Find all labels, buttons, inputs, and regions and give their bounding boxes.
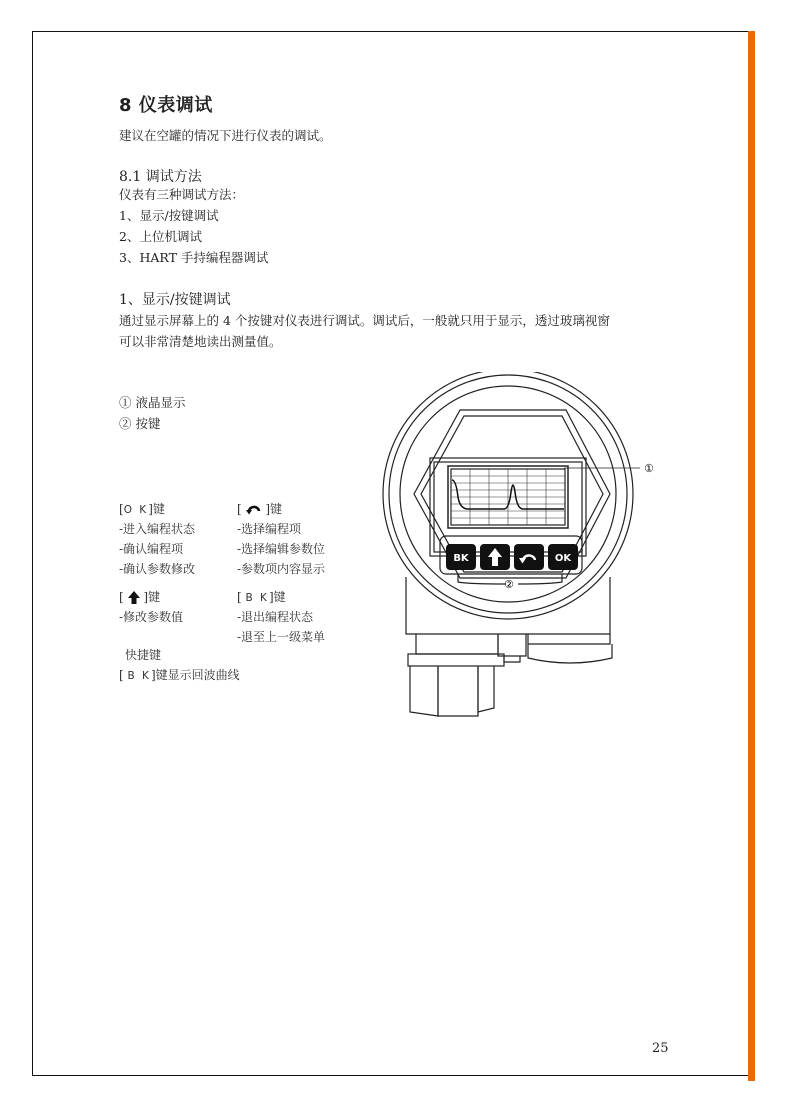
- cycle-key-desc: -选择编程项: [237, 522, 302, 536]
- method-item: 1、显示/按键调试: [119, 208, 219, 223]
- subsection-desc-line: 可以非常清楚地读出测量值。: [119, 334, 282, 349]
- shortcut-title: 快捷键: [125, 648, 162, 662]
- key-suffix: ]键: [148, 502, 165, 516]
- bk-key-desc: -退出编程状态: [237, 610, 314, 624]
- gland-mid: [438, 666, 478, 716]
- ok-button[interactable]: [548, 544, 578, 570]
- key-suffix: ]键: [268, 590, 286, 604]
- chapter-heading: 8 仪表调试: [119, 95, 213, 116]
- cycle-key-desc: -参数项内容显示: [237, 562, 326, 576]
- housing-lower-step: [528, 634, 610, 644]
- ok-key-desc: -确认参数修改: [119, 562, 196, 576]
- grounding-block: [498, 634, 526, 656]
- key-suffix: ]键: [143, 590, 161, 604]
- instrument-diagram: [378, 372, 678, 722]
- side-cap: [528, 644, 612, 663]
- key-suffix: ]键: [265, 502, 283, 516]
- cycle-key-desc: -选择编辑参数位: [237, 542, 326, 556]
- gland-nut-top: [408, 654, 504, 666]
- section-title: 8.1 调试方法: [119, 169, 202, 185]
- legend-keys: ② 按键: [119, 416, 161, 431]
- ok-key-desc: -确认编程项: [119, 542, 184, 556]
- cycle-key-label: [ ]键: [237, 502, 283, 516]
- method-item: 2、上位机调试: [119, 229, 202, 244]
- gland-right: [478, 666, 494, 712]
- subsection-title: 1、显示/按键调试: [119, 292, 231, 308]
- ok-key-label: [O K]键: [119, 502, 165, 516]
- up-button[interactable]: [480, 544, 510, 570]
- legend-display: ① 液晶显示: [119, 395, 186, 410]
- shortcut-text: ]键显示回波曲线: [150, 668, 240, 682]
- bk-key-label: [ B K]键: [237, 590, 286, 604]
- up-arrow-icon: [128, 591, 140, 604]
- cycle-button[interactable]: [514, 544, 544, 570]
- ok-key-name: O K: [123, 504, 149, 516]
- section-lead: 仪表有三种调试方法：: [119, 187, 245, 202]
- shortcut-desc: [ B K]键显示回波曲线: [119, 668, 240, 682]
- hex-window: [414, 410, 610, 578]
- subsection-desc-line: 通过显示屏幕上的 4 个按键对仪表进行调试。调试后，一般就只用于显示，透过玻璃视窗: [119, 313, 610, 328]
- up-key-desc: -修改参数值: [119, 610, 184, 624]
- page-number: 25: [652, 1041, 669, 1056]
- shortcut-key-name: B K: [127, 670, 151, 682]
- bk-button-label: BK: [453, 553, 469, 564]
- page-edge-accent-bar: [748, 31, 755, 1081]
- gland-left: [410, 666, 438, 716]
- bk-key-desc: -退至上一级菜单: [237, 630, 326, 644]
- ok-button-label: OK: [554, 553, 572, 564]
- ok-key-desc: -进入编程状态: [119, 522, 196, 536]
- cycle-arrow-icon: [246, 503, 262, 516]
- lcd-grid: [451, 469, 565, 525]
- method-item: 3、HART 手持编程器调试: [119, 250, 269, 265]
- bk-key-name: B K: [245, 592, 269, 604]
- up-key-label: [ ]键: [119, 590, 161, 604]
- bk-button[interactable]: [446, 544, 476, 570]
- display-callout: ①: [644, 462, 654, 475]
- gland-flange: [416, 634, 498, 654]
- grounding-tab: [504, 656, 520, 662]
- intro-text: 建议在空罐的情况下进行仪表的调试。: [119, 128, 332, 143]
- keys-callout: ②: [504, 578, 514, 591]
